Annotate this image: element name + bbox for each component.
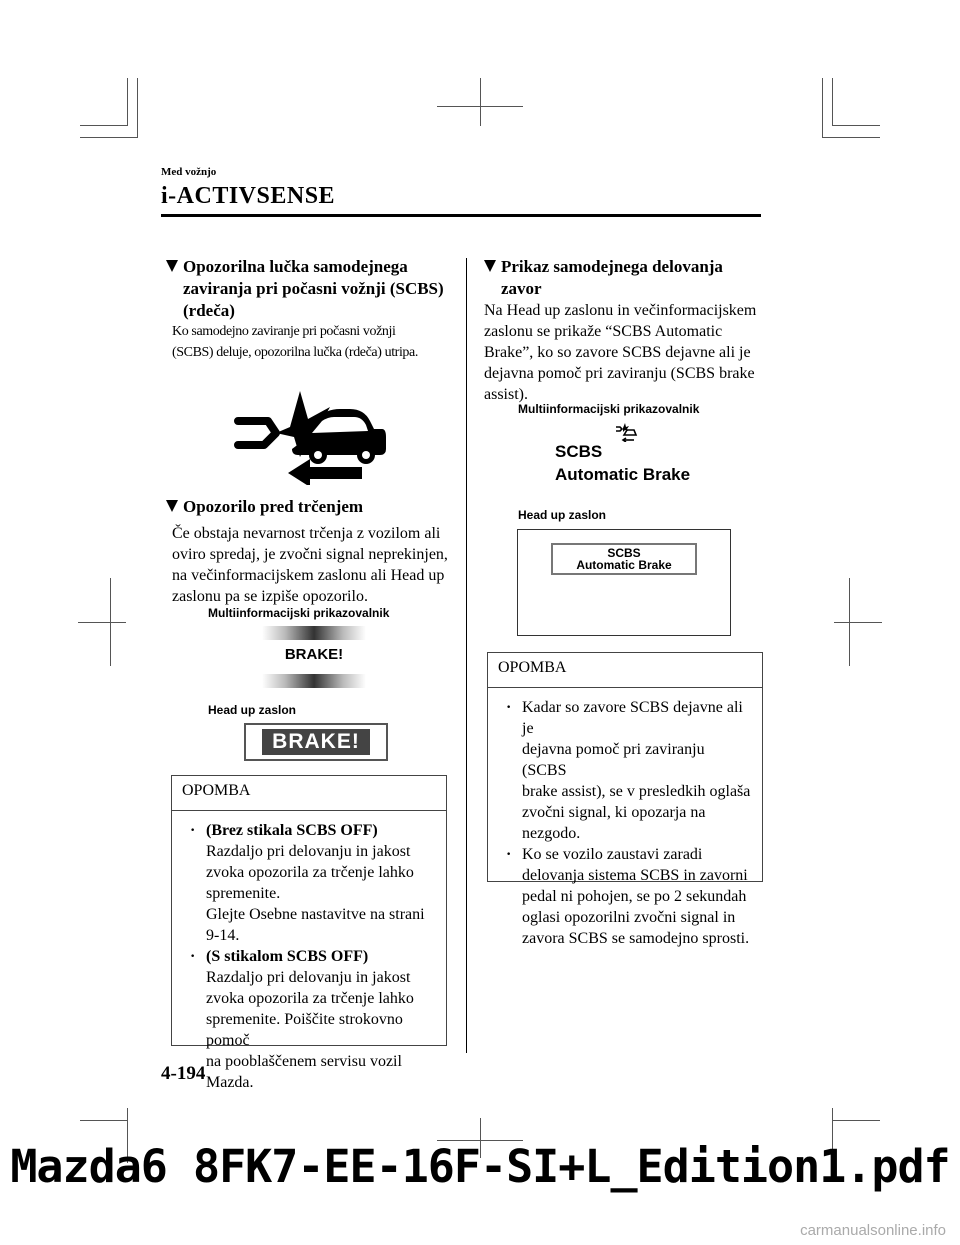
note-item: · (Brez stikala SCBS OFF) Razdaljo pri delovanju in jakost zvoka opozorila za trčenje lahko spremenite. Glejte Osebne nastavitve na strani 9-14. [188, 820, 436, 946]
triangle-bullet-icon [166, 500, 178, 512]
body-line: Ko samodejno zaviranje pri počasni vožnji [172, 324, 396, 339]
column-divider [466, 258, 467, 1053]
section-heading-auto-brake-display [484, 256, 781, 300]
triangle-bullet-icon [166, 260, 178, 272]
breadcrumb: Med vožnjo [161, 166, 217, 178]
body-line: Na Head up zaslonu in večinformacijskem [484, 302, 757, 319]
scbs-small-icon [614, 422, 638, 442]
hud-label: Head up zaslon [208, 703, 297, 717]
note-item: · Ko se vozilo zaustavi zaradi delovanja sistema SCBS in zavorni pedal ni pohojen, se po 2 sekundah oglasi opozorilni zvočni signal in zavora SCBS se samodejno sprosti. [504, 844, 752, 949]
heading-line: zavor [501, 279, 542, 298]
header-rule [161, 214, 761, 217]
note-title: OPOMBA [172, 776, 446, 811]
body-line: Če obstaja nevarnost trčenja z vozilom ali [172, 525, 441, 542]
hud-brake-display [244, 723, 388, 761]
body-line: zaslonu se prikaže “SCBS Automatic [484, 323, 723, 340]
body-line: Brake”, ko so zavore SCBS dejavne ali je [484, 344, 751, 361]
triangle-bullet-icon [484, 260, 496, 272]
hud-label: Head up zaslon [518, 508, 607, 522]
note-list [172, 811, 446, 1093]
note-item: · (S stikalom SCBS OFF) Razdaljo pri delovanju in jakost zvoka opozorila za trčenje lahko spremenite. Poiščite strokovno pomoč na pooblaščenem servisu vozil Mazda. [188, 946, 436, 1093]
body-line: na večinformacijskem zaslonu ali Head up [172, 567, 445, 584]
section-body-auto-brake-display [484, 300, 764, 405]
note-title: OPOMBA [488, 653, 762, 688]
hud-frame [517, 529, 731, 636]
heading-line: (rdeča) [183, 301, 235, 320]
scbs-warning-light-icon [230, 385, 392, 485]
body-line: zaslonu pa se izpiše opozorilo. [172, 588, 368, 605]
heading-line: Opozorilna lučka samodejnega [183, 257, 408, 276]
hud-auto-brake-display [551, 543, 697, 575]
body-line: dejavna pomoč pri zaviranju (SCBS brake [484, 365, 755, 382]
section-heading-collision-warning [166, 496, 473, 518]
section-heading-warning-light [166, 256, 473, 322]
multiinfo-automatic-brake-text: Automatic Brake [555, 465, 691, 484]
multiinfo-display-label: Multiinformacijski prikazovalnik [518, 402, 700, 416]
note-box-right [487, 652, 763, 947]
body-line: (SCBS) deluje, opozorilna lučka (rdeča) utripa. [172, 345, 418, 360]
heading-line: Prikaz samodejnega delovanja [501, 257, 723, 276]
multiinfo-scbs-text: SCBS [555, 442, 603, 461]
chapter-title: i-ACTIVSENSE [161, 183, 336, 209]
note-list [488, 688, 762, 949]
heading-line: zaviranja pri počasni vožnji (SCBS) [183, 279, 444, 298]
note-item: · Kadar so zavore SCBS dejavne ali je dejavna pomoč pri zaviranju (SCBS brake assist), se v presledkih oglaša zvočni signal, ki opozarja na nezgodo. [504, 697, 752, 844]
section-body-collision-warning [172, 523, 462, 607]
body-line: oviro spredaj, je zvočni signal neprekinjen, [172, 546, 448, 563]
hud-automatic-brake-text: Automatic Brake [576, 558, 672, 572]
page-number: 4-194 [161, 1063, 206, 1084]
display-gradient-bar-bottom [262, 674, 366, 688]
section-body-warning-light [172, 321, 462, 363]
multiinfo-display-label: Multiinformacijski prikazovalnik [208, 606, 390, 620]
hud-brake-text: BRAKE! [262, 729, 370, 755]
pdf-filename-watermark: Mazda6 8FK7-EE-16F-SI+L_Edition1.pdf [10, 1140, 950, 1193]
multiinfo-brake-text: BRAKE! [284, 646, 344, 663]
site-watermark: carmanualsonline.info [800, 1222, 946, 1239]
display-gradient-bar-top [262, 626, 366, 640]
heading-line: Opozorilo pred trčenjem [183, 497, 364, 516]
body-line: assist). [484, 386, 528, 403]
hud-scbs-text: SCBS [607, 546, 641, 560]
